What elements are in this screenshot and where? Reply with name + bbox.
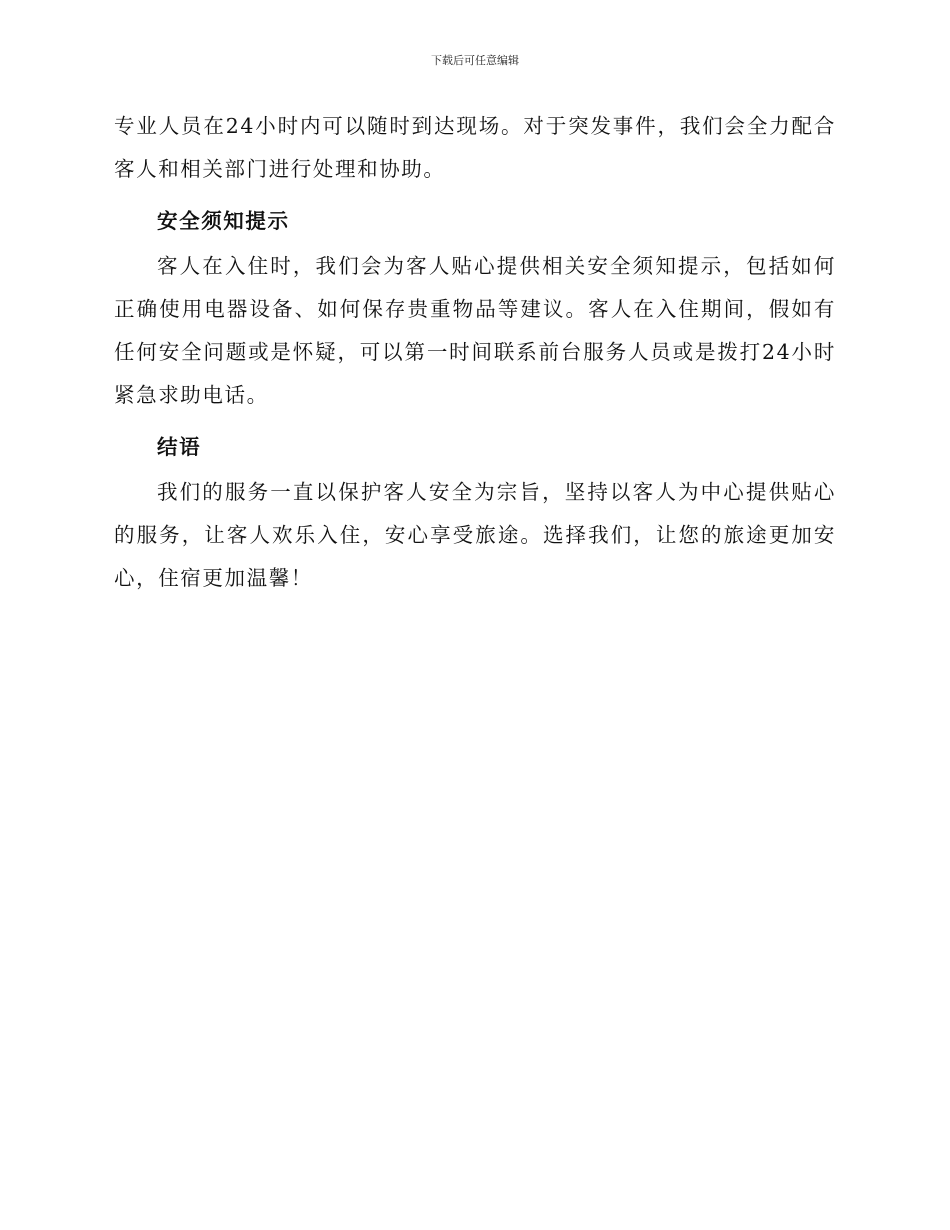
paragraph-safety-notice: 客人在入住时，我们会为客人贴心提供相关安全须知提示，包括如何正确使用电器设备、如何保存贵重物品等建议。客人在入住期间，假如有任何安全问题或是怀疑，可以第一时间联系前台服务人员或是拨打24小时紧急求助电话。 <box>114 254 836 407</box>
document-body <box>114 105 836 600</box>
paragraph-conclusion: 我们的服务一直以保护客人安全为宗旨，坚持以客人为中心提供贴心的服务，让客人欢乐入住，安心享受旅途。选择我们，让您的旅途更加安心，住宿更加温馨！ <box>114 480 836 590</box>
section-heading-conclusion: 结语 <box>157 435 202 459</box>
section-heading-safety-notice: 安全须知提示 <box>157 209 290 233</box>
page-header: 下载后可任意编辑 <box>431 54 519 67</box>
paragraph-continued: 专业人员在24小时内可以随时到达现场。对于突发事件，我们会全力配合客人和相关部门进行处理和协助。 <box>114 114 836 181</box>
